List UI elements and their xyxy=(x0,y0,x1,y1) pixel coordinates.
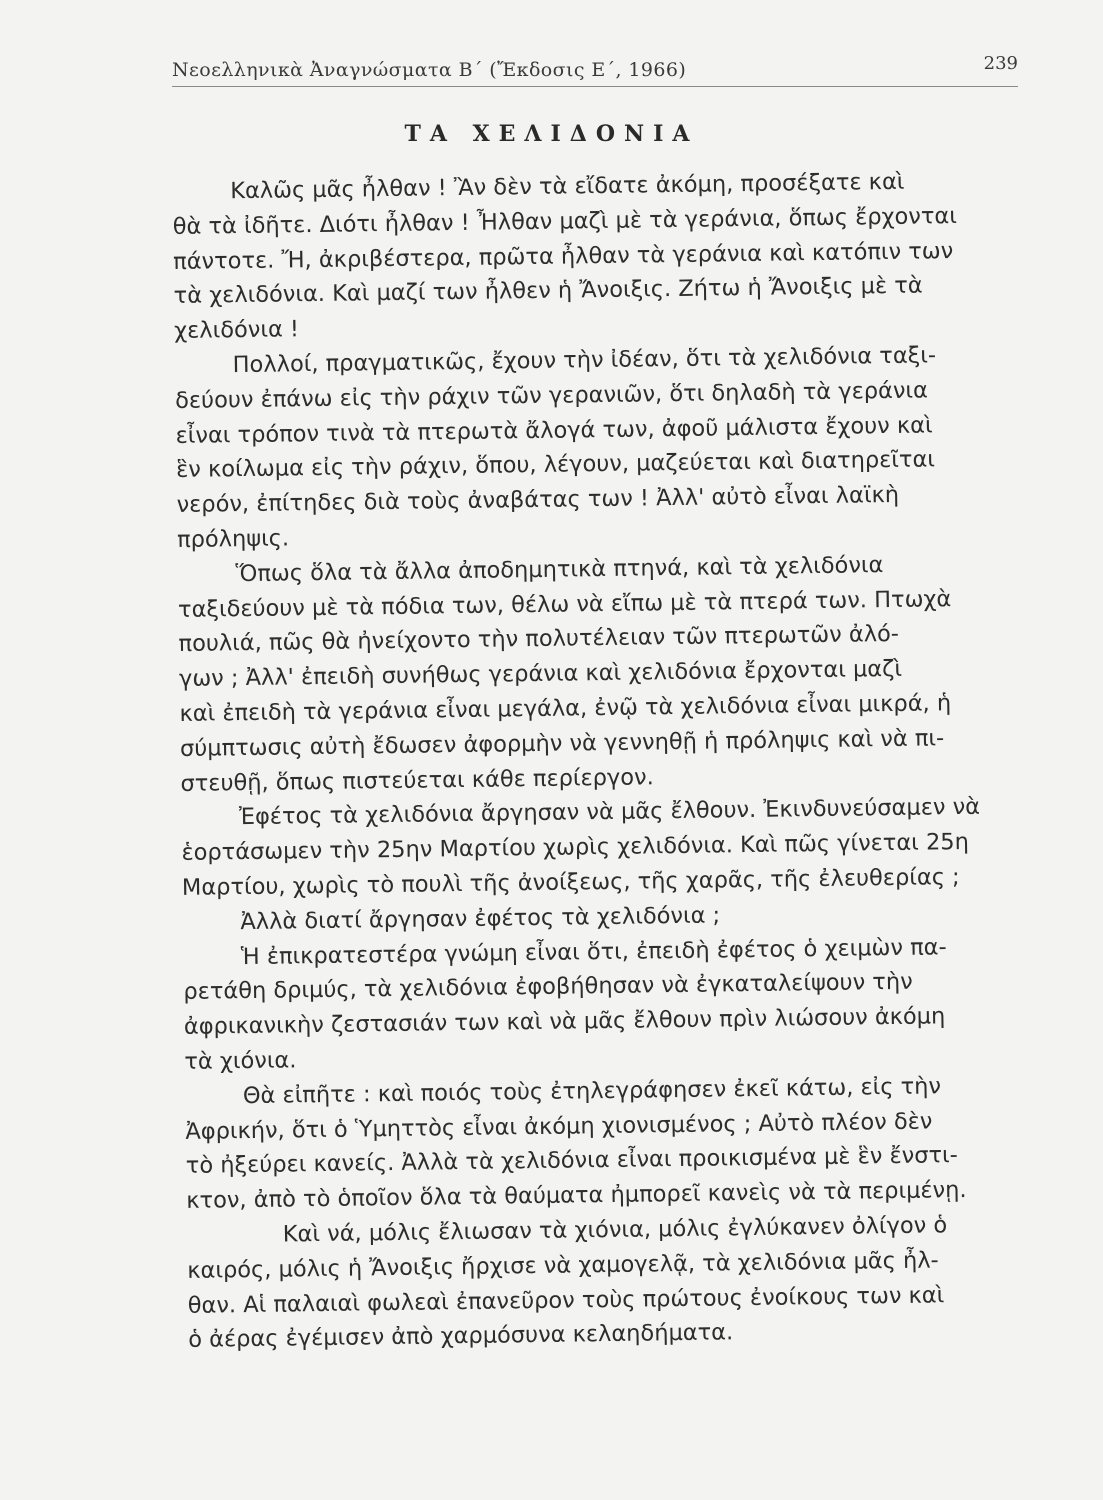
text-line: σύμπτωσις αὐτὴ ἔδωσεν ἀφορμὴν νὰ γεννηθῇ ἡ πρόληψις καὶ νὰ πι- xyxy=(179,725,945,762)
text-line: πάντοτε. Ἤ, ἀκριβέστερα, πρῶτα ἦλθαν τὰ γεράνια καὶ κατόπιν των xyxy=(173,237,954,275)
text-line: θαν. Αἱ παλαιαὶ φωλεαὶ ἐπανεῦρον τοὺς πρώτους ἐνοίκους των καὶ xyxy=(187,1281,945,1319)
text-line: ἑορτάσωμεν τὴν 25ην Μαρτίου χωρὶς χελιδόνια. Καὶ πῶς γίνεται 25η xyxy=(181,829,970,867)
text-line: ὁ ἀέρας ἐγέμισεν ἀπὸ χαρμόσυνα κελαηδήματα. xyxy=(188,1319,734,1354)
text-line: θὰ τὰ ἰδῆτε. Διότι ἦλθαν ! Ἦλθαν μαζὶ μὲ τὰ γεράνια, ὅπως ἔρχονται xyxy=(172,202,958,240)
text-line: Ἀλλὰ διατί ἄργησαν ἐφέτος τὰ χελιδόνια ; xyxy=(240,902,721,935)
chapter-title: ΤΑ ΧΕΛΙΔΟΝΙΑ xyxy=(404,121,699,147)
running-header xyxy=(172,52,1018,87)
text-line: Ἡ ἐπικρατεστέρα γνώμη εἶναι ὅτι, ἐπειδὴ ἐφέτος ὁ χειμὼν πα- xyxy=(240,933,947,970)
text-line: Καλῶς μᾶς ἦλθαν ! Ἂν δὲν τὰ εἴδατε ἀκόμη, προσέξατε καὶ xyxy=(230,168,905,205)
text-line: Ἐφέτος τὰ χελιδόνια ἄργησαν νὰ μᾶς ἔλθουν. Ἐκινδυνεύσαμεν νὰ xyxy=(238,794,981,831)
text-line: τὸ ἠξεύρει κανείς. Ἀλλὰ τὰ χελιδόνια εἶναι προικισμένα μὲ ἓν ἔνστι- xyxy=(185,1142,958,1180)
text-line: Ἀφρικήν, ὅτι ὁ Ὑμηττὸς εἶναι ἀκόμη χιονισμένος ; Αὐτὸ πλέον δὲν xyxy=(185,1107,933,1145)
text-line: Καὶ νά, μόλις ἔλιωσαν τὰ χιόνια, μόλις ἐγλύκανεν ὀλίγον ὁ xyxy=(282,1212,948,1248)
text-line: τὰ χιόνια. xyxy=(184,1047,297,1075)
text-line: καιρός, μόλις ἡ Ἄνοιξις ἤρχισε νὰ χαμογελᾷ, τὰ χελιδόνια μᾶς ἦλ- xyxy=(187,1247,939,1284)
text-line: δεύουν ἐπάνω εἰς τὴν ράχιν τῶν γερανιῶν, ὅτι δηλαδὴ τὰ γεράνια xyxy=(174,377,929,414)
page-number: 239 xyxy=(983,53,1018,74)
text-line: πρόληψις. xyxy=(176,525,290,553)
text-line: χελιδόνια ! xyxy=(173,316,300,345)
text-line: γων ; Ἀλλ' ἐπειδὴ συνήθως γεράνια καὶ χελιδόνια ἔρχονται μαζὶ xyxy=(178,656,903,693)
text-line: ταξιδεύουν μὲ τὰ πόδια των, θέλω νὰ εἴπω μὲ τὰ πτερά των. Πτωχὰ xyxy=(177,585,952,623)
text-line: Πολλοί, πραγματικῶς, ἔχουν τὴν ἰδέαν, ὅτι τὰ χελιδόνια ταξι- xyxy=(232,342,937,379)
text-line: νερόν, ἐπίτηδες διὰ τοὺς ἀναβάτας των ! Ἀλλ' αὐτὸ εἶναι λαϊκὴ xyxy=(176,482,900,519)
text-line: τὰ χελιδόνια. Καὶ μαζί των ἦλθεν ἡ Ἄνοιξις. Ζήτω ἡ Ἄνοιξις μὲ τὰ xyxy=(173,272,923,310)
body-text xyxy=(172,163,1058,1358)
text-line: ρετάθη δριμύς, τὰ χελιδόνια ἐφοβήθησαν νὰ ἐγκαταλείψουν τὴν xyxy=(183,969,913,1006)
text-line: πουλιά, πῶς θὰ ἠνείχοντο τὴν πολυτέλειαν τῶν πτερωτῶν ἀλό- xyxy=(178,621,900,658)
text-line: στευθῇ, ὅπως πιστεύεται κάθε περίεργον. xyxy=(180,763,654,797)
text-line: καὶ ἐπειδὴ τὰ γεράνια εἶναι μεγάλα, ἐνῷ τὰ χελιδόνια εἶναι μικρά, ἡ xyxy=(179,690,952,727)
text-line: κτον, ἀπὸ τὸ ὁποῖον ὅλα τὰ θαύματα ἠμπορεῖ κανεὶς νὰ τὰ περιμένῃ. xyxy=(186,1177,967,1215)
text-line: Θὰ εἰπῆτε : καὶ ποιός τοὺς ἐτηλεγράφησεν ἐκεῖ κάτω, εἰς τὴν xyxy=(242,1073,942,1109)
text-line: Ὅπως ὅλα τὰ ἄλλα ἀποδημητικὰ πτηνά, καὶ τὰ χελιδόνια xyxy=(235,551,884,587)
text-line: εἶναι τρόπον τινὰ τὰ πτερωτὰ ἄλογά των, ἀφοῦ μάλιστα ἔχουν καὶ xyxy=(175,411,933,449)
running-title: Νεοελληνικὰ Ἀναγνώσματα Β΄ (Ἔκδοσις Ε΄, 1966) xyxy=(172,59,687,81)
text-line: ἀφρικανικὴν ζεστασιάν των καὶ νὰ μᾶς ἔλθουν πρὶν λιώσουν ἀκόμη xyxy=(183,1003,946,1041)
text-line: Μαρτίου, χωρὶς τὸ πουλὶ τῆς ἀνοίξεως, τῆς χαρᾶς, τῆς ἐλευθερίας ; xyxy=(181,864,960,901)
text-line: ἓν κοίλωμα εἰς τὴν ράχιν, ὅπου, λέγουν, μαζεύεται καὶ διατηρεῖται xyxy=(175,446,936,484)
